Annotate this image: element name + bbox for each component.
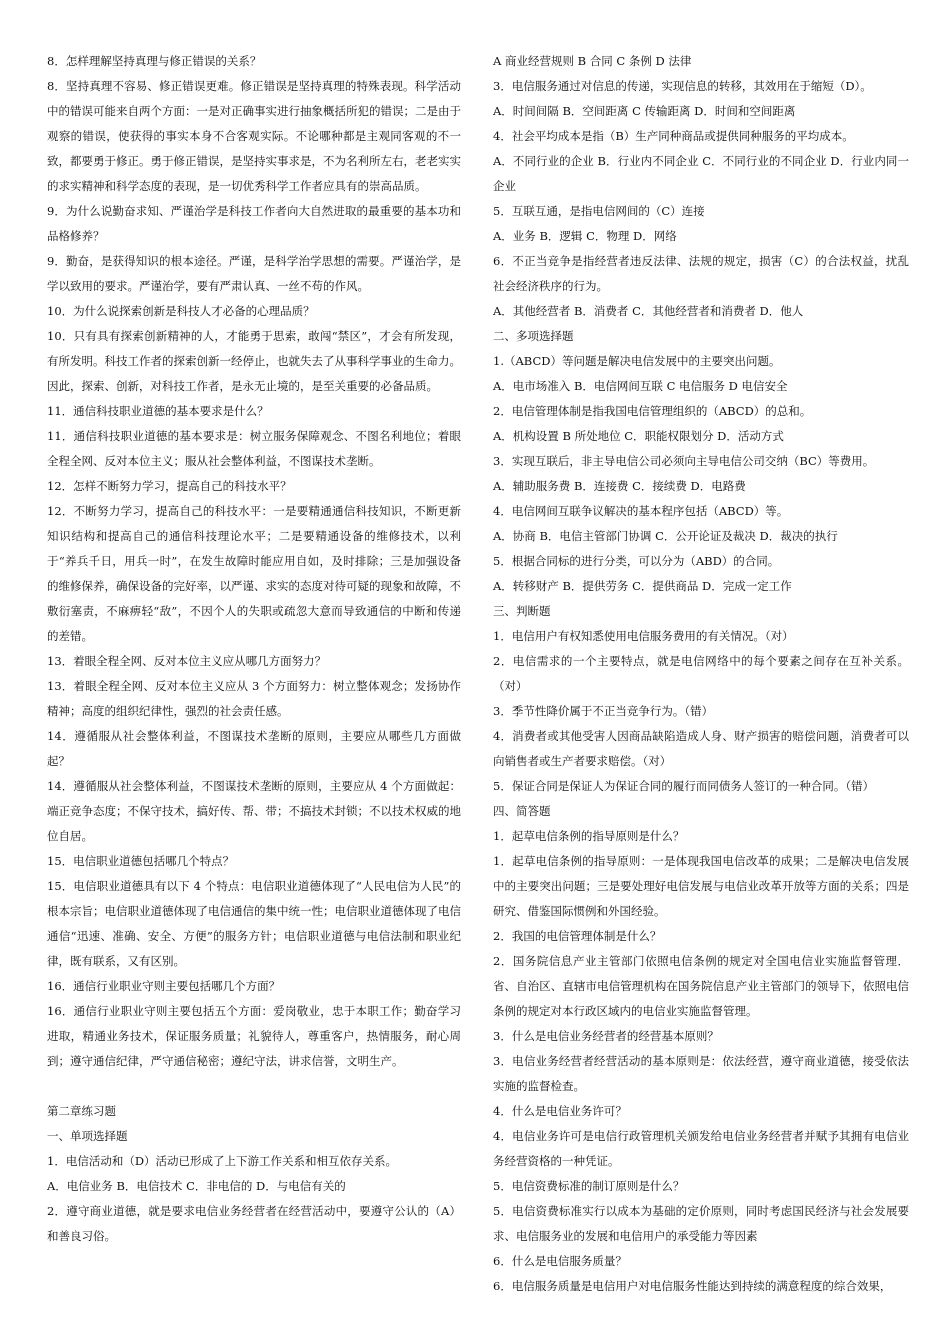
right-paragraph: 2．电信管理体制是指我国电信管理组织的（ABCD）的总和。 bbox=[493, 404, 812, 418]
right-paragraph: A．其他经营者 B．消费者 C．其他经营者和消费者 D．他人 bbox=[493, 304, 804, 318]
right-paragraph: 4．什么是电信业务许可？ bbox=[493, 1104, 627, 1118]
left-paragraph: 13．着眼全程全网、反对本位主义应从 3 个方面努力：树立整体观念；发扬协作精神；高度的组织纪律性，强烈的社会责任感。 bbox=[47, 679, 461, 718]
left-paragraph: 9．为什么说勤奋求知、严谨治学是科技工作者向大自然进取的最重要的基本功和品格修养？ bbox=[47, 204, 461, 243]
left-paragraph bbox=[47, 1074, 461, 1099]
right-paragraph: 6．不正当竞争是指经营者违反法律、法规的规定，损害（C）的合法权益，扰乱社会经济秩序的行为。 bbox=[493, 254, 909, 293]
right-paragraph: 4．社会平均成本是指（B）生产同种商品或提供同种服务的平均成本。 bbox=[493, 129, 854, 143]
left-paragraph: A．电信业务 B．电信技术 C．非电信的 D．与电信有关的 bbox=[47, 1179, 346, 1193]
left-paragraph: 16．通信行业职业守则主要包括哪几个方面？ bbox=[47, 979, 281, 993]
right-paragraph: A．辅助服务费 B．连接费 C．接续费 D．电路费 bbox=[493, 479, 746, 493]
right-paragraph: 5．互联互通，是指电信网间的（C）连接 bbox=[493, 204, 705, 218]
left-paragraph: 14．遵循服从社会整体利益，不图谋技术垄断的原则，主要应从 4 个方面做起：端正竞争态度；不保守技术，搞好传、帮、带；不搞技术封锁；不以技术权威的地位自居。 bbox=[47, 779, 461, 843]
left-paragraph: 8．坚持真理不容易、修正错误更难。修正错误是坚持真理的特殊表现。科学活动中的错误可能来自两个方面：一是对正确事实进行抽象概括所犯的错误；二是由于观察的错误，使获得的事实本身不合客观实际。不论哪种都是主观同客观的不一致，都要勇于修正。勇于修正错误，是坚持实事求是，不为名利所左右，老老实实的求实精神和科学态度的表现，是一切优秀科学工作者应具有的崇高品质。 bbox=[47, 79, 461, 193]
left-paragraph: 14．遵循服从社会整体利益，不图谋技术垄断的原则，主要应从哪些几方面做起？ bbox=[47, 729, 461, 768]
left-column bbox=[47, 49, 461, 1249]
right-paragraph: 5．电信资费标准实行以成本为基础的定价原则，同时考虑国民经济与社会发展要求、电信服务业的发展和电信用户的承受能力等因素 bbox=[493, 1204, 909, 1243]
right-paragraph: 6．电信服务质量是电信用户对电信服务性能达到持续的满意程度的综合效果， bbox=[493, 1279, 892, 1293]
right-paragraph: 3．电信服务通过对信息的传递，实现信息的转移，其效用在于缩短（D）。 bbox=[493, 79, 872, 93]
right-column bbox=[493, 49, 909, 1299]
left-paragraph: 13．着眼全程全网、反对本位主义应从哪几方面努力？ bbox=[47, 654, 327, 668]
left-paragraph: 第二章练习题 bbox=[47, 1104, 116, 1118]
right-paragraph: 2．我国的电信管理体制是什么？ bbox=[493, 929, 662, 943]
right-paragraph: 6．什么是电信服务质量？ bbox=[493, 1254, 627, 1268]
right-paragraph: 4．电信网间互联争议解决的基本程序包括（ABCD）等。 bbox=[493, 504, 789, 518]
right-paragraph: A 商业经营规则 B 合同 C 条例 D 法律 bbox=[493, 54, 692, 68]
right-paragraph: 1．起草电信条例的指导原则：一是体现我国电信改革的成果；二是解决电信发展中的主要突出问题；三是要处理好电信发展与电信业改革开放等方面的关系；四是研究、借鉴国际惯例和外国经验。 bbox=[493, 854, 909, 918]
right-paragraph: A．机构设置 B 所处地位 C．职能权限划分 D．活动方式 bbox=[493, 429, 784, 443]
right-paragraph: 2．电信需求的一个主要特点，就是电信网络中的每个要素之间存在互补关系。（对） bbox=[493, 654, 909, 693]
left-paragraph: 11．通信科技职业道德的基本要求是：树立服务保障观念、不图名利地位；着眼全程全网、反对本位主义；服从社会整体利益，不图谋技术垄断。 bbox=[47, 429, 461, 468]
right-paragraph: A．转移财产 B．提供劳务 C．提供商品 D．完成一定工作 bbox=[493, 579, 792, 593]
right-paragraph: 1．起草电信条例的指导原则是什么？ bbox=[493, 829, 685, 843]
right-paragraph: 3．实现互联后，非主导电信公司必须向主导电信公司交纳（BC）等费用。 bbox=[493, 454, 875, 468]
left-paragraph: 15．电信职业道德具有以下 4 个特点：电信职业道德体现了“人民电信为人民”的根本宗旨；电信职业道德体现了电信通信的集中统一性；电信职业道德体现了电信通信“迅速、准确、安全、方便”的服务方针；电信职业道德与电信法制和职业纪律，既有联系，又有区别。 bbox=[47, 879, 461, 968]
right-paragraph: 5．电信资费标准的制订原则是什么？ bbox=[493, 1179, 685, 1193]
right-paragraph: A．协商 B．电信主管部门协调 C．公开论证及裁决 D．裁决的执行 bbox=[493, 529, 838, 543]
right-paragraph: A．业务 B．逻辑 C．物理 D．网络 bbox=[493, 229, 677, 243]
right-paragraph: 3．什么是电信业务经营者的经营基本原则？ bbox=[493, 1029, 719, 1043]
left-paragraph: 15．电信职业道德包括哪几个特点？ bbox=[47, 854, 235, 868]
right-paragraph: 二、多项选择题 bbox=[493, 329, 574, 343]
left-paragraph: 12．不断努力学习，提高自己的科技水平：一是要精通通信科技知识，不断更新知识结构和提高自己的通信科技理论水平；二是要精通设备的维修技术，以利于“养兵千日，用兵一时”，在发生故障时能应用自如，及时排除；三是加强设备的维修保养，确保设备的完好率，以严谨、求实的态度对待可疑的现象和故障，不敷衍塞责，不麻痹轻“敌”，不因个人的失职或疏忽大意而导致通信的中断和传递的差错。 bbox=[47, 504, 461, 643]
right-paragraph: 5．根据合同标的进行分类，可以分为（ABD）的合同。 bbox=[493, 554, 780, 568]
left-paragraph: 1．电信活动和（D）活动已形成了上下游工作关系和相互依存关系。 bbox=[47, 1154, 398, 1168]
right-paragraph: 5．保证合同是保证人为保证合同的履行而同债务人签订的一种合同。（错） bbox=[493, 779, 875, 793]
right-paragraph: A．时间间隔 B．空间距离 C 传输距离 D．时间和空间距离 bbox=[493, 104, 796, 118]
left-paragraph: 11．通信科技职业道德的基本要求是什么？ bbox=[47, 404, 269, 418]
right-paragraph: 3．季节性降价属于不正当竞争行为。（错） bbox=[493, 704, 714, 718]
right-paragraph: 2．国务院信息产业主管部门依照电信条例的规定对全国电信业实施监督管理．省、自治区、直辖市电信管理机构在国务院信息产业主管部门的领导下，依照电信条例的规定对本行政区域内的电信业实施监督管理。 bbox=[493, 954, 909, 1018]
left-paragraph: 一、单项选择题 bbox=[47, 1129, 128, 1143]
right-paragraph: A．不同行业的企业 B．行业内不同企业 C．不同行业的不同企业 D．行业内同一企业 bbox=[493, 154, 909, 193]
left-paragraph: 12．怎样不断努力学习，提高自己的科技水平？ bbox=[47, 479, 292, 493]
left-paragraph: 9．勤奋，是获得知识的根本途径。严谨，是科学治学思想的需要。严谨治学，是学以致用的要求。严谨治学，要有严肃认真、一丝不苟的作风。 bbox=[47, 254, 461, 293]
right-paragraph: 三、判断题 bbox=[493, 604, 551, 618]
right-paragraph: 4．电信业务许可是电信行政管理机关颁发给电信业务经营者并赋予其拥有电信业务经营资格的一种凭证。 bbox=[493, 1129, 909, 1168]
right-paragraph: 1.（ABCD）等问题是解决电信发展中的主要突出问题。 bbox=[493, 354, 781, 368]
left-paragraph: 8．怎样理解坚持真理与修正错误的关系？ bbox=[47, 54, 262, 68]
right-paragraph: A．电市场准入 B．电信网间互联 C 电信服务 D 电信安全 bbox=[493, 379, 788, 393]
right-paragraph: 1．电信用户有权知悉使用电信服务费用的有关情况。（对） bbox=[493, 629, 794, 643]
left-paragraph: 2．遵守商业道德，就是要求电信业务经营者在经营活动中，要遵守公认的（A）和善良习俗。 bbox=[47, 1204, 461, 1243]
right-paragraph: 四、简答题 bbox=[493, 804, 551, 818]
right-paragraph: 4．消费者或其他受害人因商品缺陷造成人身、财产损害的赔偿问题，消费者可以向销售者或生产者要求赔偿。（对） bbox=[493, 729, 909, 768]
left-paragraph: 16．通信行业职业守则主要包括五个方面：爱岗敬业，忠于本职工作；勤奋学习进取，精通业务技术，保证服务质量；礼貌待人，尊重客户，热情服务，耐心周到；遵守通信纪律，严守通信秘密；遵纪守法，讲求信誉，文明生产。 bbox=[47, 1004, 461, 1068]
left-paragraph: 10．只有具有探索创新精神的人，才能勇于思索，敢闯“禁区”，才会有所发现，有所发明。科技工作者的探索创新一经停止，也就失去了从事科学事业的生命力。因此，探索、创新，对科技工作者，是永无止境的，是至关重要的必备品质。 bbox=[47, 329, 461, 393]
right-paragraph: 3．电信业务经营者经营活动的基本原则是：依法经营，遵守商业道德，接受依法实施的监督检查。 bbox=[493, 1054, 909, 1093]
left-paragraph: 10．为什么说探索创新是科技人才必备的心理品质？ bbox=[47, 304, 315, 318]
